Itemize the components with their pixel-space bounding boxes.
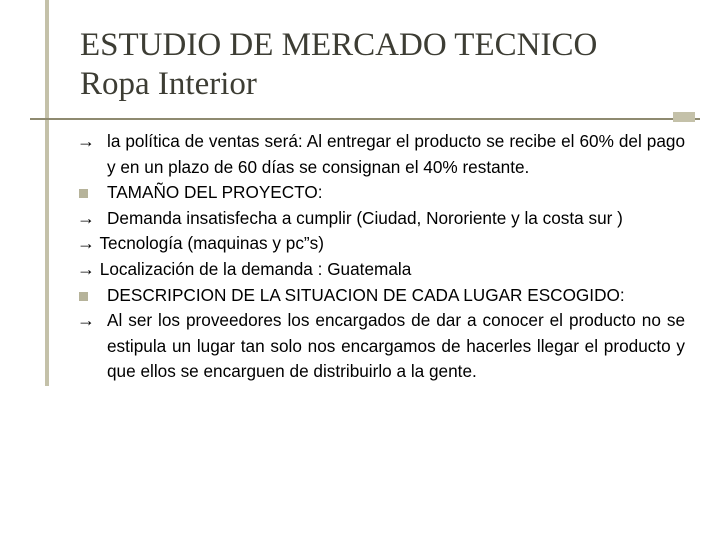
- square-bullet-icon: [77, 180, 105, 206]
- title-line-1: ESTUDIO DE MERCADO TECNICO: [80, 27, 598, 63]
- list-item: [77, 180, 685, 206]
- arrow-icon: →: [77, 310, 95, 331]
- slide-body: [77, 129, 685, 385]
- title-line-2: Ropa Interior: [80, 66, 257, 102]
- title-divider: [30, 118, 700, 120]
- left-decorative-rule: [45, 0, 49, 386]
- list-item: [77, 129, 685, 180]
- slide-title: [80, 26, 700, 104]
- title-divider-accent: [673, 112, 695, 122]
- arrow-icon: →: [77, 233, 95, 254]
- square-bullet-icon: [77, 283, 105, 309]
- list-item-text: Al ser los proveedores los encargados de dar a conocer el producto no se estipula un lugar tan solo nos encargamos de hacerles llegar el producto y que ellos se encarguen de distribuirlo a la gente.: [107, 310, 685, 382]
- list-item-text: DESCRIPCION DE LA SITUACION DE CADA LUGAR ESCOGIDO:: [107, 284, 625, 305]
- list-item: [77, 283, 685, 309]
- list-item: [77, 206, 685, 232]
- list-item-text: Demanda insatisfecha a cumplir (Ciudad, Nororiente y la costa sur ): [107, 207, 623, 228]
- arrow-icon: →: [77, 258, 95, 279]
- list-item: [77, 257, 685, 283]
- list-item: [77, 308, 685, 385]
- arrow-icon: →: [77, 207, 95, 228]
- list-item: [77, 231, 685, 257]
- arrow-icon: →: [77, 131, 95, 151]
- list-item-text: la política de ventas será: Al entregar el producto se recibe el 60% del pago y en un plazo de 60 días se consignan el 40% restante.: [107, 131, 685, 177]
- list-item-text: TAMAÑO DEL PROYECTO:: [107, 182, 323, 203]
- list-item-text: Localización de la demanda : Guatemala: [99, 258, 412, 279]
- list-item-text: Tecnología (maquinas y pc”s): [99, 233, 324, 254]
